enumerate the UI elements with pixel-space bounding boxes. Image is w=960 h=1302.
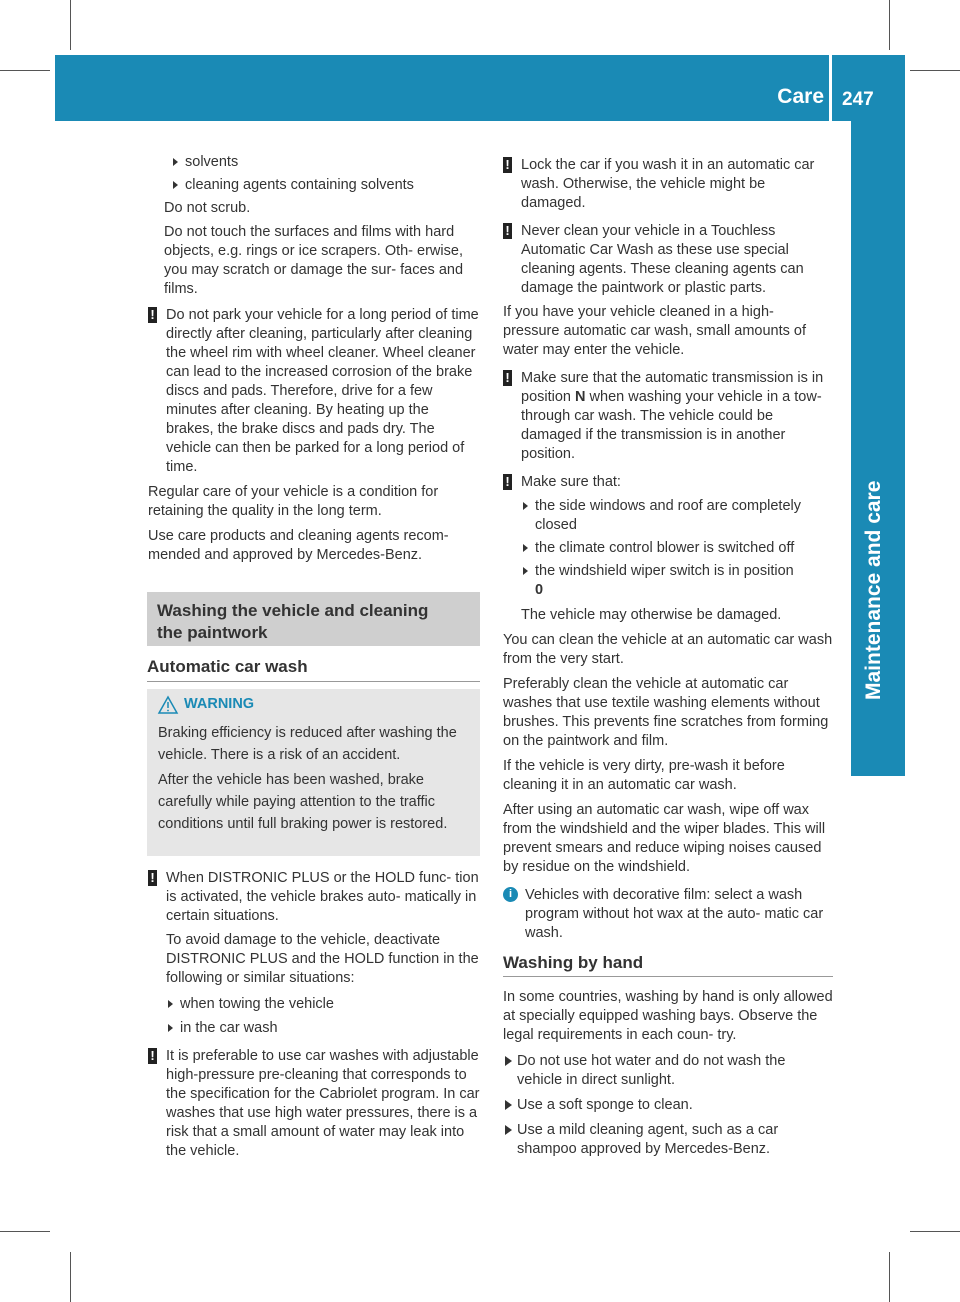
crop-mark <box>0 70 50 71</box>
page-number: 247 <box>842 89 874 110</box>
paragraph: Preferably clean the vehicle at automatic car washes that use textile washing elements without brushes. This prevents fine scratches from forming on the paintwork and film. <box>503 676 829 749</box>
paragraph: To avoid damage to the vehicle, deactivate DISTRONIC PLUS and the HOLD function in the following or similar situations: <box>166 932 479 986</box>
crop-mark <box>889 0 890 50</box>
paragraph: Regular care of your vehicle is a condition for retaining the quality in the long term. <box>148 484 439 519</box>
paragraph: Use care products and cleaning agents recom- mended and approved by Mercedes-Benz. <box>148 528 449 563</box>
info-icon: i <box>503 887 518 902</box>
warning-text: Braking efficiency is reduced after washing the vehicle. There is a risk of an accident. <box>158 725 457 763</box>
crop-mark <box>70 1252 71 1302</box>
crop-mark <box>0 1231 50 1232</box>
list-item: the climate control blower is switched off <box>521 539 833 558</box>
paragraph: If you have your vehicle cleaned in a high- pressure automatic car wash, small amounts of water may enter the vehicle. <box>503 304 807 358</box>
step-item: Use a mild cleaning agent, such as a car shampoo approved by Mercedes-Benz. <box>503 1121 833 1159</box>
section-heading <box>147 592 480 646</box>
side-tab-label: Maintenance and care <box>862 480 885 700</box>
header-title: Care <box>777 85 824 108</box>
list-item: the windshield wiper switch is in position 0 <box>521 562 833 600</box>
subheading-rule <box>503 976 833 977</box>
note-park <box>148 306 480 565</box>
header-separator <box>829 55 832 121</box>
notice-sub <box>166 931 480 1038</box>
paragraph: You can clean the vehicle at an automatic car wash from the very start. <box>503 632 833 667</box>
crop-mark <box>70 0 71 50</box>
step-item: Do not use hot water and do not wash the vehicle in direct sunlight. <box>503 1052 833 1090</box>
crop-mark <box>889 1252 890 1302</box>
paragraph: If the vehicle is very dirty, pre-wash it before cleaning it in an automatic car wash. <box>503 758 785 793</box>
crop-mark <box>910 70 960 71</box>
warning-text: After the vehicle has been washed, brake carefully while paying attention to the traffic conditions until full braking power is restored. <box>158 772 448 832</box>
list-item: in the car wash <box>166 1019 480 1038</box>
paragraph: In some countries, washing by hand is only allowed at specially equipped washing bays. Observe the legal requirements in each coun- try. <box>503 989 833 1043</box>
list-item: when towing the vehicle <box>166 995 480 1014</box>
notice-item: ! When DISTRONIC PLUS or the HOLD func- tion is activated, the vehicle brakes auto- matically in certain situations. <box>148 869 480 926</box>
right-column <box>503 156 833 949</box>
notice-item: ! Lock the car if you wash it in an automatic car wash. Otherwise, the vehicle might be damaged. <box>503 156 833 213</box>
exclamation-icon: ! <box>503 223 512 239</box>
warning-triangle-icon <box>157 695 179 715</box>
paragraph: Do not touch the surfaces and films with hard objects, e.g. rings or ice scrapers. Oth- erwise, you may scratch or damage the sur- faces and films. <box>164 224 464 297</box>
gear-position-n: N <box>575 389 586 405</box>
paragraph: Do not scrub. <box>164 200 251 216</box>
notice-sub <box>521 497 833 625</box>
subheading-washing-by-hand: Washing by hand <box>503 953 644 972</box>
list-item: cleaning agents containing solvents <box>171 176 481 195</box>
exclamation-icon: ! <box>148 307 157 323</box>
crop-mark <box>910 1231 960 1232</box>
exclamation-icon: ! <box>148 870 157 886</box>
exclamation-icon: ! <box>503 370 512 386</box>
subheading-rule <box>147 681 480 682</box>
list-item: solvents <box>171 153 481 172</box>
paragraph: The vehicle may otherwise be damaged. <box>521 607 782 623</box>
notice-item: ! Make sure that: <box>503 473 833 492</box>
notice-item: ! Do not park your vehicle for a long period of time directly after cleaning, particularly after cleaning the wheel rim with wheel cleaner. Wheel cleaner can lead to the increased corrosion of the brake discs and pads. Therefore, drive for a few minutes after cleaning. By heating up the brakes, the brake discs and pads dry. The vehicle can then be parked for a long period of time. <box>148 306 480 477</box>
list-item: the side windows and roof are completely closed <box>521 497 833 535</box>
subheading-automatic-car-wash: Automatic car wash <box>147 657 308 676</box>
side-tab-marker <box>851 732 905 776</box>
info-item: i Vehicles with decorative film: select a wash program without hot wax at the auto- matic car wash. <box>503 886 833 943</box>
wiper-position: 0 <box>535 582 544 598</box>
left-column-top <box>161 153 481 307</box>
warning-body <box>158 722 473 838</box>
exclamation-icon: ! <box>503 157 512 173</box>
notice-item: ! Never clean your vehicle in a Touchless Automatic Car Wash as these use special cleaning agents. These cleaning agents can damage the paintwork or plastic parts. <box>503 222 833 298</box>
step-item: Use a soft sponge to clean. <box>503 1096 833 1115</box>
right-column-bottom <box>503 988 833 1165</box>
section-title: Washing the vehicle and cleaning the paintwork <box>157 601 429 642</box>
left-column-bottom <box>148 869 480 1167</box>
notice-item: ! Make sure that the automatic transmission is in position N when washing your vehicle in a tow-through car wash. The vehicle could be damaged if the transmission is in another position. <box>503 369 833 464</box>
notice-item: ! It is preferable to use car washes with adjustable high-pressure pre-cleaning that corresponds to the specification for the Cabriolet program. In car washes that use high water pressures, there is a risk that a small amount of water may leak into the vehicle. <box>148 1047 480 1161</box>
warning-box <box>147 689 480 856</box>
exclamation-icon: ! <box>148 1048 157 1064</box>
warning-label: WARNING <box>184 696 255 712</box>
exclamation-icon: ! <box>503 474 512 490</box>
paragraph: After using an automatic car wash, wipe off wax from the windshield and the wiper blades. This will prevent smears and reduce wiping noises caused by residue on the windshield. <box>503 802 826 875</box>
